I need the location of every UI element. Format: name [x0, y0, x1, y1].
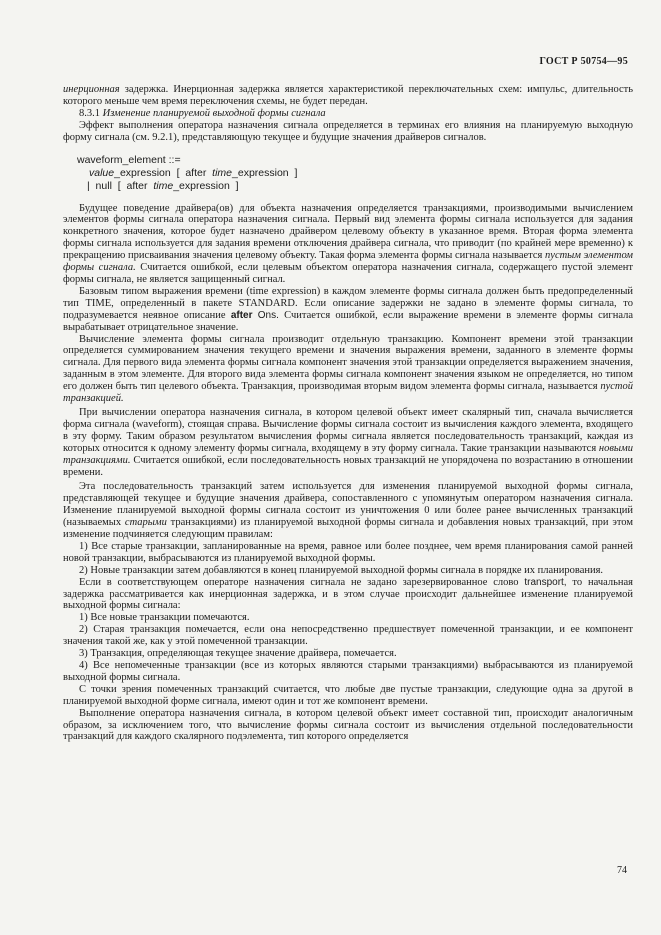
page-number: 74: [617, 865, 627, 876]
term-new-transactions: новыми транзакциями.: [63, 443, 633, 467]
grammar-line-1: waveform_element ::=: [77, 153, 181, 166]
rule-item: 1) Все старые транзакции, запланированные на время, равное или более позднее, чем время планирования самой ранней новой транзакции, выбрасываются из планируемой выходной формы.: [63, 540, 633, 564]
term-null-element: пустым элементом формы сигнала.: [63, 250, 633, 274]
paragraph-transaction: Вычисление элемента формы сигнала производит отдельную транзакцию. Компонент времени этой транзакции определяется суммированием значения текущего времени и значения выражения времени, заданного в элементе формы сигнала. Для первого вида элемента формы сигнала компонент значения этой транзакции определяется выражением значения, заданным в этом элементе. Для второго вида элемента формы сигнала компонент значения языком не определяется, но типом его должен быть тип целевого объекта. Транзакция, производимая вторым видом элемента формы сигнала, называется пустой транзакцией.: [63, 333, 633, 405]
paragraph-composite-type: Выполнение оператора назначения сигнала, в котором целевой объект имеет составной тип, происходит аналогичным образом, за исключением того, что вычисление формы сигнала состоит из вычисления отдельной последовательности транзакций для каждого скалярного подэлемента, тип которого определяется: [63, 707, 633, 743]
step-item: 4) Все непомеченные транзакции (все из которых являются старыми транзакциями) выбрасываются из планируемой выходной формы сигнала.: [63, 659, 633, 683]
term-null-transaction: пустой транзакцией.: [63, 381, 633, 405]
paragraph-scalar-target: При вычислении оператора назначения сигнала, в котором целевой объект имеет скалярный тип, сначала вычисляется форма сигнала (waveform), стоящая справа. Вычисление формы сигнала состоит из вычисления каждого элемента, входящего в эту форму. Таким образом результатом вычисления формы сигнала является последовательность транзакций, каждая из которых относится к одному элементу формы сигнала, входящему в эту форму сигнала. Такие транзакции называются новыми транзакциями. Считается ошибкой, если последовательность новых транзакций не упорядочена по возрастанию в отношении времени.: [63, 407, 633, 478]
section-heading: [63, 108, 633, 120]
paragraph-driver-behavior: Будущее поведение драйвера(ов) для объекта назначения определяется транзакциями, производимыми вычислением элементов формы сигнала оператора назначения сигнала. Первый вид элемента формы сигнала используется для задания конкретного значения, которое будет назначено драйвером целевому объекту в указанное время. Вторая форма элемента формы сигнала используется для задания времени отключения драйвера сигнала, что приводит (по крайней мере временно) к прекращению присваивания значения целевому объекту. Такая форма элемента формы сигнала называется пустым элементом формы сигнала. Считается ошибкой, если целевым объектом оператора назначения сигнала, содержащего пустой элемент формы сигнала, не является защищенный сигнал.: [63, 202, 633, 285]
paragraph-inertial-delay: инерционная задержка. Инерционная задержка является характеристикой переключательных схем: импульс, длительность которого меньше чем время переключения схемы, не будет передан.: [63, 84, 633, 107]
page-header: ГОСТ Р 50754—95: [539, 56, 628, 67]
section-number: 8.3.1: [79, 107, 100, 119]
keyword-after: after: [230, 309, 253, 321]
grammar-line-3: | null [ after time_expression ]: [87, 179, 239, 192]
body-text: [63, 84, 633, 743]
paragraph-time-expression: Базовым типом выражения времени (time expression) в каждом элементе формы сигнала должен быть предопределенный тип TIME, определенный в пакете STANDARD. Если описание задержки не задано в элементе формы сигнала, то подразумевается неявное описание after Ons. Считается ошибкой, если выражение времени в элементе формы сигнала вырабатывает отрицательное значение.: [63, 285, 633, 333]
step-item: 1) Все новые транзакции помечаются.: [79, 612, 250, 624]
section-title: Изменение планируемой выходной формы сигнала: [102, 107, 326, 119]
paragraph-transport: Если в соответствующем операторе назначения сигнала не задано зарезервированное слово transport, то начальная задержка рассматривается как инерционная задержка, и в этом случае происходит дальнейшее изменение планируемой выходной формы сигнала:: [63, 576, 633, 612]
term-old: старыми: [124, 517, 167, 529]
paragraph-effect: Эффект выполнения оператора назначения сигнала определяется в терминах его влияния на планируемую выходную форму сигнала (см. 9.2.1), представляющую текущее и будущие значения драйверов сигналов.: [63, 119, 633, 143]
step-item: 2) Старая транзакция помечается, если она непосредственно предшествует помеченной транзакции, и ее компонент значения такой же, как у этой помеченной транзакции.: [63, 624, 633, 648]
step-item: 3) Транзакция, определяющая текущее значение драйвера, помечается.: [79, 648, 397, 660]
grammar-rule: [77, 154, 633, 193]
term-inertial: инерционная: [63, 84, 120, 95]
keyword-transport: transport,: [524, 576, 567, 588]
paragraph-marked-transactions: С точки зрения помеченных транзакций считается, что любые две пустые транзакции, следующие одна за другой в планируемой выходной форме сигнала, имеют один и тот же компонент времени.: [63, 683, 633, 707]
grammar-line-2: value_expression [ after time_expression ]: [89, 166, 298, 179]
value-ons: Ons.: [257, 309, 279, 321]
paragraph-sequence: Эта последовательность транзакций затем используется для изменения планируемой выходной формы сигнала, представляющей текущее и будущие значения драйвера, сопоставленного с упомянутым оператором назначения сигнала. Изменение планируемой выходной формы сигнала состоит из уничтожения 0 или более ранее вычисленных транзакций (называемых старыми транзакциями) из планируемой выходной формы сигнала и добавления новых транзакций, при этом изменение подчиняется следующим правилам:: [63, 481, 633, 540]
rule-item: 2) Новые транзакции затем добавляются в конец планируемой выходной формы сигнала в порядке их планирования.: [79, 564, 604, 576]
